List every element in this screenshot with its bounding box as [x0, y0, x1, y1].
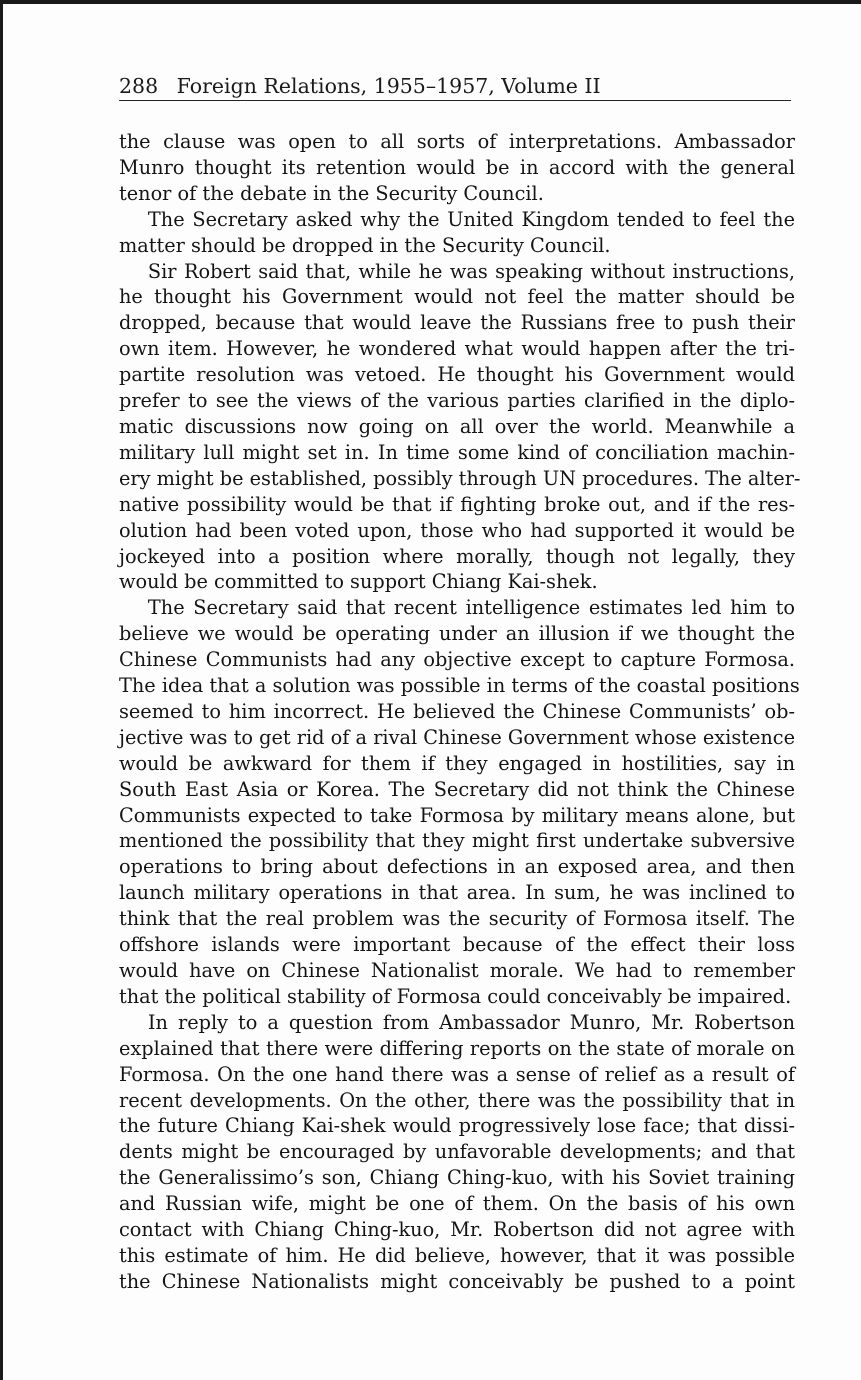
text-line: Formosa. On the one hand there was a sense of relief as a result of — [119, 1062, 795, 1086]
text-line: the Generalissimo’s son, Chiang Ching-kuo, with his Soviet training — [119, 1166, 795, 1190]
text-line: South East Asia or Korea. The Secretary did not think the Chinese — [119, 777, 795, 801]
page-number: 288 — [119, 74, 159, 98]
paragraph — [119, 207, 795, 259]
text-line: the clause was open to all sorts of interpretations. Ambassador — [119, 130, 795, 153]
running-title: Foreign Relations, 1955–1957, Volume II — [176, 74, 601, 98]
text-line: recent developments. On the other, there was the possibility that in — [119, 1088, 795, 1112]
text-line: The Secretary asked why the United Kingdom tended to feel the — [119, 207, 795, 231]
text-line: the Chinese Nationalists might conceivably be pushed to a point — [119, 1269, 795, 1293]
scan-edge-left — [0, 0, 3, 1380]
text-line: Communists expected to take Formosa by military means alone, but — [119, 803, 795, 827]
text-line: he thought his Government would not feel the matter should be — [119, 285, 795, 309]
text-line: that the political stability of Formosa could conceivably be impaired. — [119, 984, 792, 1008]
text-line: Munro thought its retention would be in accord with the general — [119, 155, 795, 179]
paragraph — [119, 595, 800, 1010]
text-line: native possibility would be that if fighting broke out, and if the res- — [119, 492, 795, 516]
text-line: own item. However, he wondered what would happen after the tri- — [119, 337, 795, 361]
text-line: seemed to him incorrect. He believed the Chinese Communists’ ob- — [119, 699, 795, 723]
text-line: prefer to see the views of the various parties clarified in the diplo- — [119, 389, 795, 413]
text-line: dents might be encouraged by unfavorable developments; and that — [119, 1140, 795, 1164]
text-line: The idea that a solution was possible in terms of the coastal positions — [119, 674, 800, 698]
paragraph — [119, 259, 801, 596]
text-line: The Secretary said that recent intelligence estimates led him to — [119, 596, 795, 620]
text-line: think that the real problem was the security of Formosa itself. The — [119, 907, 795, 931]
text-line: matic discussions now going on all over the world. Meanwhile a — [119, 414, 795, 438]
text-line: contact with Chiang Ching-kuo, Mr. Robertson did not agree with — [119, 1218, 795, 1242]
running-header — [119, 74, 791, 101]
text-line: jockeyed into a position where morally, though not legally, they — [119, 544, 795, 568]
text-line: offshore islands were important because of the effect their loss — [119, 933, 795, 957]
text-line: In reply to a question from Ambassador Munro, Mr. Robertson — [119, 1010, 795, 1034]
scan-edge-top — [0, 0, 861, 4]
text-line: matter should be dropped in the Security Council. — [119, 233, 611, 257]
text-line: olution had been voted upon, those who had supported it would be — [119, 518, 795, 542]
text-line: believe we would be operating under an illusion if we thought the — [119, 622, 795, 646]
text-line: launch military operations in that area. In sum, he was inclined to — [119, 881, 795, 905]
text-line: Chinese Communists had any objective except to capture Formosa. — [119, 648, 795, 672]
text-line: this estimate of him. He did believe, however, that it was possible — [119, 1243, 795, 1267]
text-line: operations to bring about defections in an exposed area, and then — [119, 855, 795, 879]
text-line: would have on Chinese Nationalist morale. We had to remember — [119, 959, 795, 982]
text-line: ery might be established, possibly through UN procedures. The alter- — [119, 466, 801, 490]
text-line: would be committed to support Chiang Kai-shek. — [119, 570, 598, 594]
text-line: would be awkward for them if they engaged in hostilities, say in — [119, 751, 795, 775]
text-line: military lull might set in. In time some kind of conciliation machin- — [119, 440, 795, 464]
text-line: jective was to get rid of a rival Chinese Government whose existence — [119, 725, 795, 749]
text-line: and Russian wife, might be one of them. On the basis of his own — [119, 1192, 795, 1216]
text-line: Sir Robert said that, while he was speaking without instructions, — [119, 259, 795, 283]
text-line: tenor of the debate in the Security Council. — [119, 181, 544, 205]
text-line: partite resolution was vetoed. He thought his Government would — [119, 363, 795, 387]
paragraph — [119, 129, 795, 207]
text-line: mentioned the possibility that they might first undertake subversive — [119, 829, 795, 853]
paragraph — [119, 1010, 795, 1295]
body-text — [119, 129, 801, 1295]
text-line: dropped, because that would leave the Russians free to push their — [119, 311, 795, 335]
text-line: explained that there were differing reports on the state of morale on — [119, 1036, 795, 1060]
text-line: the future Chiang Kai-shek would progressively lose face; that dissi- — [119, 1114, 795, 1138]
